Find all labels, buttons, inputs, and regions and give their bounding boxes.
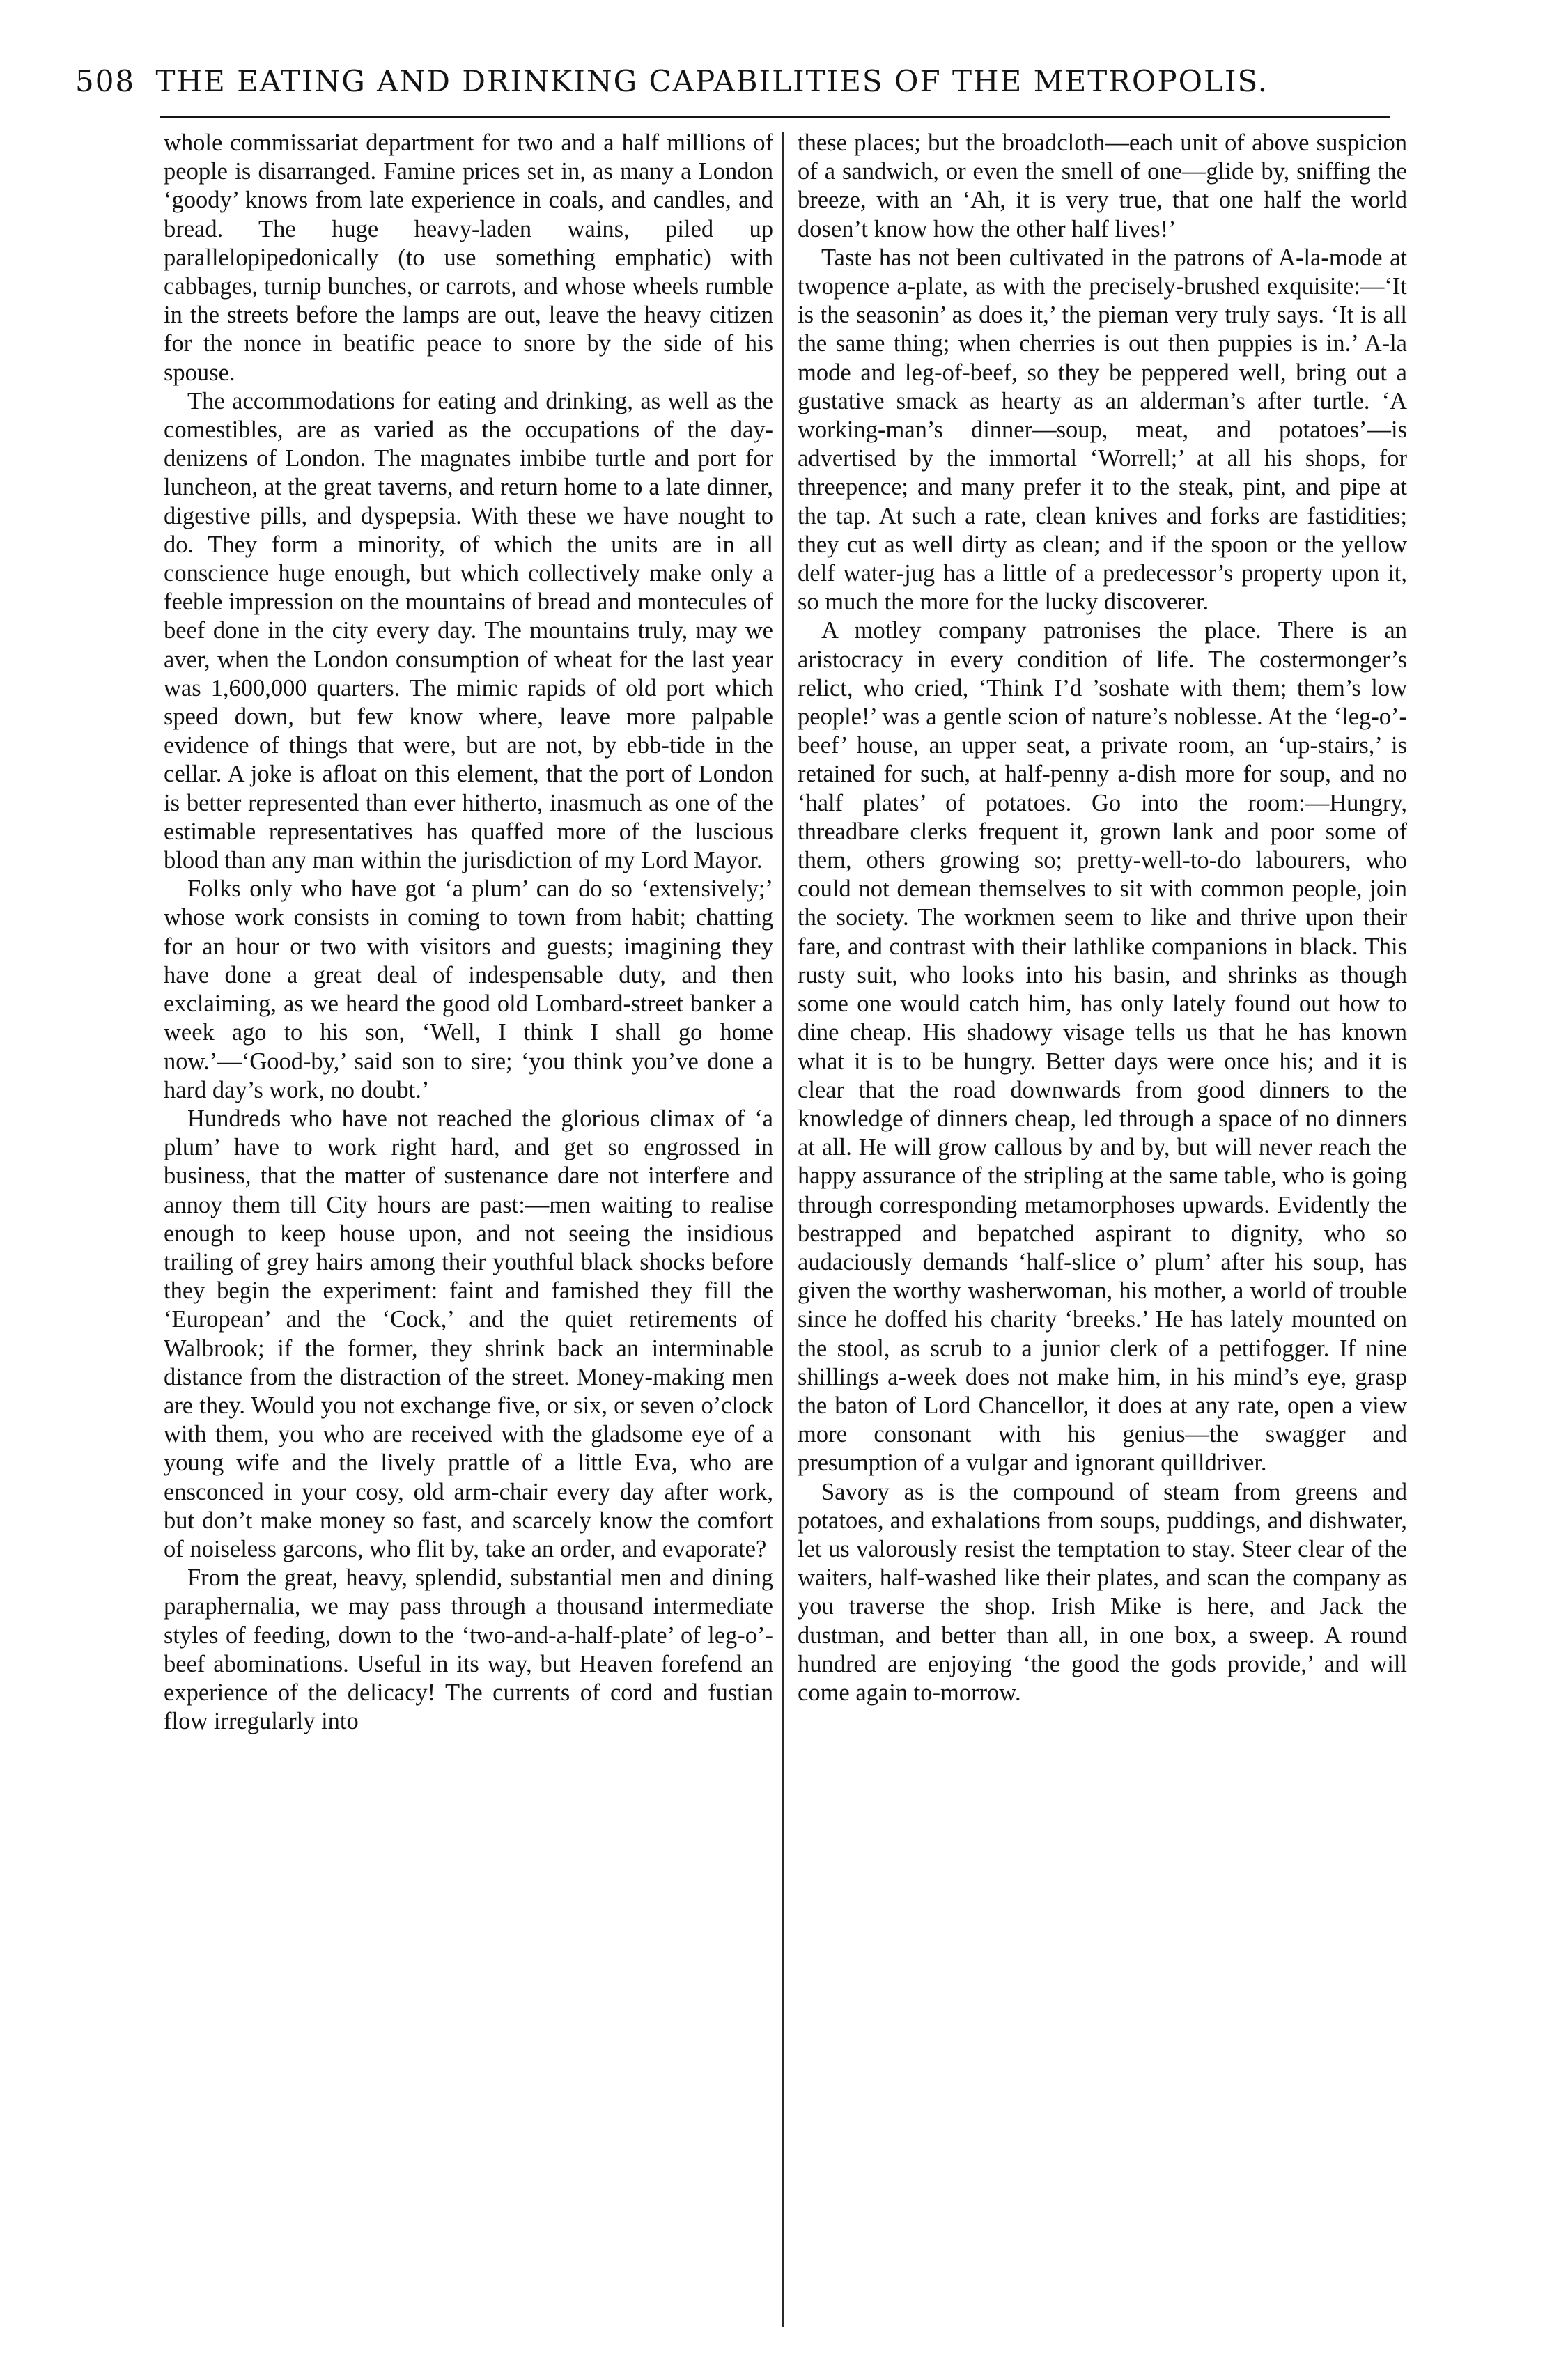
paragraph: Taste has not been cultivated in the patrons of A-la-mode at twopence a-plate, as with the precisely-brushed exquisite:—‘It is the seasonin’ as does it,’ the pieman very truly says. ‘It is all the same thing; when cherries is out then puppies is in.’ A-la mode and leg-of-beef, so they be peppered well, bring out a gustative smack as hearty as an alderman’s after turtle. ‘A working-man’s dinner—soup, meat, and potatoes’—is advertised by the immortal ‘Worrell;’ at all his shops, for threepence; and many prefer it to the steak, pint, and pipe at the tap. At such a rate, clean knives and forks are fastidities; they cut as well dirty as clean; and if the spoon or the yellow delf water-jug has a little of a predecessor’s property upon it, so much the more for the lucky discoverer. bbox=[798, 244, 1407, 616]
left-column bbox=[164, 129, 773, 1736]
header-rule bbox=[160, 116, 1390, 118]
paragraph: Savory as is the compound of steam from greens and potatoes, and exhalations from soups, puddings, and dishwater, let us valorously resist the temptation to stay. Steer clear of the waiters, half-washed like their plates, and scan the company as you traverse the shop. Irish Mike is here, and Jack the dustman, and better than all, in one box, a sweep. A round hundred are enjoying ‘the good the gods provide,’ and will come again to-morrow. bbox=[798, 1478, 1407, 1706]
column-divider bbox=[782, 132, 784, 2327]
running-title: THE EATING AND DRINKING CAPABILITIES OF THE METROPOLIS. bbox=[155, 64, 1269, 98]
paragraph: A motley company patronises the place. There is an aristocracy in every condition of life. The costermonger’s relict, who cried, ‘Think I’d ’soshate with them; them’s low people!’ was a gentle scion of nature’s noblesse. At the ‘leg-o’-beef’ house, an upper seat, a private room, an ‘up-stairs,’ is retained for such, at half-penny a-dish more for soup, and no ‘half plates’ of potatoes. Go into the room:—Hungry, threadbare clerks frequent it, grown lank and poor some of them, others growing so; pretty-well-to-do labourers, who could not demean themselves to sit with common people, join the society. The workmen seem to like and thrive upon their fare, and contrast with their lathlike companions in black. This rusty suit, who looks into his basin, and shrinks as though some one would catch him, has only lately found out how to dine cheap. His shadowy visage tells us that he has known what it is to be hungry. Better days were once his; and it is clear that the road downwards from good dinners to the knowledge of dinners cheap, led through a space of no dinners at all. He will grow callous by and by, but will never reach the happy assurance of the stripling at the same table, who is going through corresponding metamorphoses upwards. Evidently the bestrapped and bepatched aspirant to dignity, who so audaciously demands ‘half-slice o’ plum’ after his soup, has given the worthy washerwoman, his mother, a world of trouble since he doffed his charity ‘breeks.’ He has lately mounted on the stool, as scrub to a junior clerk of a pettifogger. If nine shillings a-week does not make him, in his mind’s eye, grasp the baton of Lord Chancellor, it does at any rate, open a view more consonant with his genius—the swagger and presumption of a vulgar and ignorant quilldriver. bbox=[798, 617, 1407, 1477]
paragraph: Hundreds who have not reached the glorious climax of ‘a plum’ have to work right hard, and get so engrossed in business, that the matter of sustenance dare not interfere and annoy them till City hours are past:—men waiting to realise enough to keep house upon, and not seeing the insidious trailing of grey hairs among their youthful black shocks before they begin the experiment: faint and famished they fill the ‘European’ and the ‘Cock,’ and the quiet retirements of Walbrook; if the former, they shrink back an interminable distance from the distraction of the street. Money-making men are they. Would you not exchange five, or six, or seven o’clock with them, you who are received with the gladsome eye of a young wife and the lively prattle of a little Eva, who are ensconced in your cosy, old arm-chair every day after work, but don’t make money so fast, and scarcely know the comfort of noiseless garcons, who flit by, take an order, and evaporate? bbox=[164, 1105, 773, 1562]
running-head bbox=[75, 64, 1399, 113]
paragraph: these places; but the broadcloth—each unit of above suspicion of a sandwich, or even the smell of one—glide by, sniffing the breeze, with an ‘Ah, it is very true, that one half the world dosen’t know how the other half lives!’ bbox=[798, 130, 1407, 242]
page-number: 508 bbox=[75, 64, 136, 98]
paragraph: whole commissariat department for two and a half millions of people is disarranged. Famine prices set in, as many a London ‘goody’ knows from late experience in coals, and candles, and bread. The huge heavy-laden wains, piled up parallelopipedonically (to use something emphatic) with cabbages, turnip bunches, or carrots, and whose wheels rumble in the streets before the lamps are out, leave the heavy citizen for the nonce in beatific peace to snore by the side of his spouse. bbox=[164, 130, 773, 386]
paragraph: From the great, heavy, splendid, substantial men and dining paraphernalia, we may pass through a thousand intermediate styles of feeding, down to the ‘two-and-a-half-plate’ of leg-o’-beef abominations. Useful in its way, but Heaven forefend an experience of the delicacy! The currents of cord and fustian flow irregularly into bbox=[164, 1564, 773, 1735]
paragraph: The accommodations for eating and drinking, as well as the comestibles, are as varied as the occupations of the day-denizens of London. The magnates imbibe turtle and port for luncheon, at the great taverns, and return home to a late dinner, digestive pills, and dyspepsia. With these we have nought to do. They form a minority, of which the units are in all conscience huge enough, but which collectively make only a feeble impression on the mountains of bread and montecules of beef done in the city every day. The mountains truly, may we aver, when the London consumption of wheat for the last year was 1,600,000 quarters. The mimic rapids of old port which speed down, but few know where, leave more palpable evidence of things that were, but are not, by ebb-tide in the cellar. A joke is afloat on this element, that the port of London is better represented than ever hitherto, inasmuch as one of the estimable representatives has quaffed more of the luscious blood than any man within the jurisdiction of my Lord Mayor. bbox=[164, 387, 773, 874]
right-column bbox=[798, 129, 1407, 1707]
paragraph: Folks only who have got ‘a plum’ can do so ‘extensively;’ whose work consists in coming to town from habit; chatting for an hour or two with visitors and guests; imagining they have done a great deal of indespensable duty, and then exclaiming, as we heard the good old Lombard-street banker a week ago to his son, ‘Well, I think I shall go home now.’—‘Good-by,’ said son to sire; ‘you think you’ve done a hard day’s work, no doubt.’ bbox=[164, 876, 773, 1103]
